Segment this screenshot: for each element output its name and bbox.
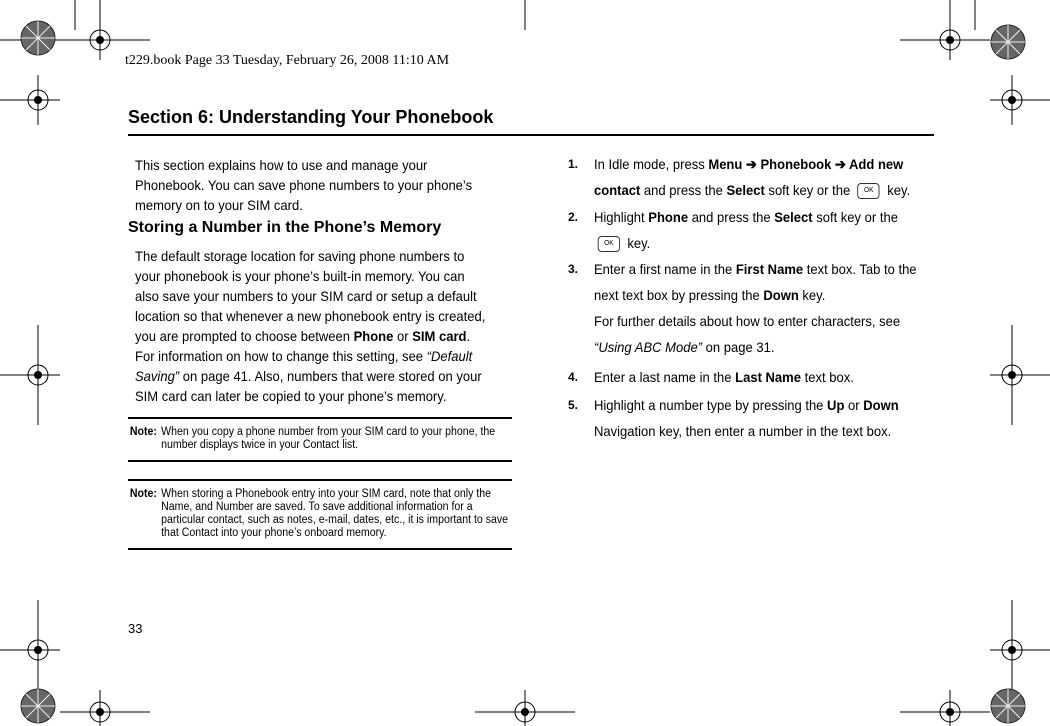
step-text: Navigation key, then enter a number in the text box.: [594, 423, 892, 439]
step-text: Enter a first name in the: [594, 261, 736, 277]
title-rule: [128, 134, 934, 136]
step-text: Enter a last name in the: [594, 369, 736, 385]
step-text: and press the: [688, 209, 775, 225]
step-text: key.: [883, 182, 911, 198]
step-item: [568, 308, 948, 360]
phone-term: Phone: [648, 209, 689, 225]
note-box: [128, 417, 512, 462]
step-number: 5.: [568, 398, 579, 412]
page-number: 33: [128, 621, 143, 636]
step-text: key.: [798, 287, 826, 303]
last-name-term: Last Name: [735, 369, 801, 385]
select-key-term: Select: [726, 182, 765, 198]
print-header: t229.book Page 33 Tuesday, February 26, 2008 11:10 AM: [125, 53, 450, 68]
first-name-term: First Name: [735, 261, 804, 277]
note-box: [128, 479, 512, 550]
note-label: Note:: [129, 488, 157, 500]
step-number: 3.: [568, 262, 579, 276]
step-text: Highlight a number type by pressing the: [594, 397, 828, 413]
intro-paragraph: This section explains how to use and manage your Phonebook. You can save phone numbers to your phone’s memory on to your SIM card.: [135, 157, 473, 213]
step-text: soft key or the: [764, 182, 854, 198]
step-item: [568, 256, 948, 308]
step-text: Highlight: [594, 209, 649, 225]
step-number: 2.: [568, 210, 579, 224]
ok-key-icon: OK: [598, 236, 620, 252]
note-text: When storing a Phonebook entry into your SIM card, note that only the Name, and Number are saved. To save additional information for a particular contact, such as notes, e-mail, dates, etc., it is important to save that Contact into your phone’s onboard memory.: [161, 488, 509, 539]
step-item: [568, 392, 948, 444]
step-item: [568, 364, 948, 390]
step-text: text box. Tab to the next text box by pressing the: [594, 261, 917, 303]
sim-card-term: SIM card: [412, 328, 467, 344]
using-abc-mode-link[interactable]: “Using ABC Mode”: [594, 339, 703, 355]
note-label: Note:: [129, 426, 157, 438]
step-number: 1.: [568, 157, 579, 171]
menu-path: Menu ➔ Phonebook ➔ Add new contact: [594, 156, 904, 198]
down-key-term: Down: [763, 287, 799, 303]
body-text-or: or: [393, 328, 413, 344]
step-text: or: [844, 397, 864, 413]
select-key-term: Select: [774, 209, 813, 225]
step-number: [568, 308, 594, 360]
step-number: 4.: [568, 370, 579, 384]
step-text: on page 31.: [702, 339, 775, 355]
step-text: and press the: [640, 182, 727, 198]
default-saving-link[interactable]: “Default Saving”: [135, 348, 473, 384]
note-text: When you copy a phone number from your SIM card to your phone, the number displays twice in your Contact list.: [161, 426, 496, 451]
step-text: soft key or the: [812, 209, 898, 225]
step-text: text box.: [800, 369, 854, 385]
step-text: key.: [623, 235, 651, 251]
section-title: Section 6: Understanding Your Phonebook: [128, 107, 494, 127]
subheading: Storing a Number in the Phone’s Memory: [128, 219, 442, 236]
ok-key-icon: OK: [858, 183, 880, 199]
step-text: For further details about how to enter characters, see: [594, 313, 901, 329]
down-key-term: Down: [863, 397, 899, 413]
body-paragraph: [135, 246, 487, 406]
body-text-3: on page 41. Also, numbers that were stored on your SIM card can later be copied to your phone’s memory.: [135, 368, 482, 404]
body-text-2: . For information on how to change this setting, see: [135, 328, 471, 364]
step-item: [568, 151, 948, 203]
step-item: [568, 204, 948, 256]
step-text: In Idle mode, press: [594, 156, 709, 172]
up-key-term: Up: [827, 397, 845, 413]
phone-term: Phone: [353, 328, 394, 344]
body-text-1: The default storage location for saving phone numbers to your phonebook is your phone’s built-in memory. You can also save your numbers to your SIM card or setup a default location so that whenever a new phonebook entry is created, you are prompted to choose between: [135, 248, 486, 344]
